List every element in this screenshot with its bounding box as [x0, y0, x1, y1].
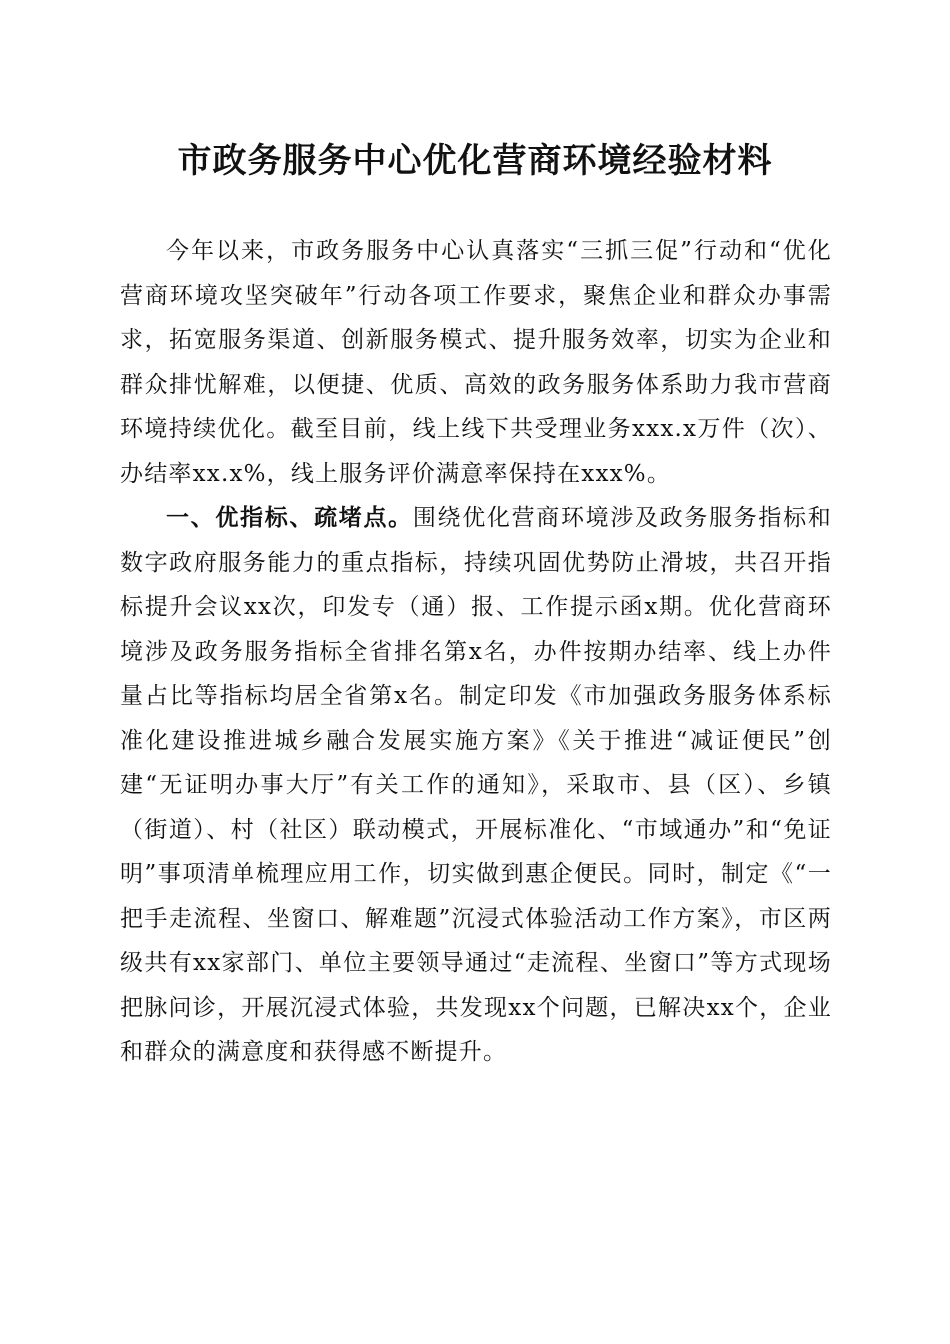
intro-paragraph [120, 229, 832, 496]
document-title: 市政务服务中心优化营商环境经验材料 [177, 141, 773, 181]
intro-paragraph-text: 今年以来，市政务服务中心认真落实“三抓三促”行动和“优化营商环境攻坚突破年”行动各项工作要求，聚焦企业和群众办事需求，拓宽服务渠道、创新服务模式、提升服务效率，切实为企业和群众排忧解难，以便捷、优质、高效的政务服务体系助力我市营商环境持续优化。截至目前，线上线下共受理业务xxx.x万件（次）、办结率xx.x%，线上服务评价满意率保持在xxx%。 [120, 238, 832, 487]
section-one-text: 围绕优化营商环境涉及政务服务指标和数字政府服务能力的重点指标，持续巩固优势防止滑坡，共召开指标提升会议xx次，印发专（通）报、工作提示函x期。优化营商环境涉及政务服务指标全省排名第x名，办件按期办结率、线上办件量占比等指标均居全省第x名。制定印发《市加强政务服务体系标准化建设推进城乡融合发展实施方案》《关于推进“减证便民”创建“无证明办事大厅”有关工作的通知》，采取市、县（区）、乡镇（街道）、村（社区）联动模式，开展标准化、“市域通办”和“免证明”事项清单梳理应用工作，切实做到惠企便民。同时，制定《“一把手走流程、坐窗口、解难题”沉浸式体验活动工作方案》，市区两级共有xx家部门、单位主要领导通过“走流程、坐窗口”等方式现场把脉问诊，开展沉浸式体验，共发现xx个问题，已解决xx个，企业和群众的满意度和获得感不断提升。 [120, 505, 832, 1065]
section-one-paragraph [120, 496, 832, 1075]
section-one-heading: 一、优指标、疏堵点。 [166, 504, 413, 531]
document-body [120, 229, 832, 1075]
